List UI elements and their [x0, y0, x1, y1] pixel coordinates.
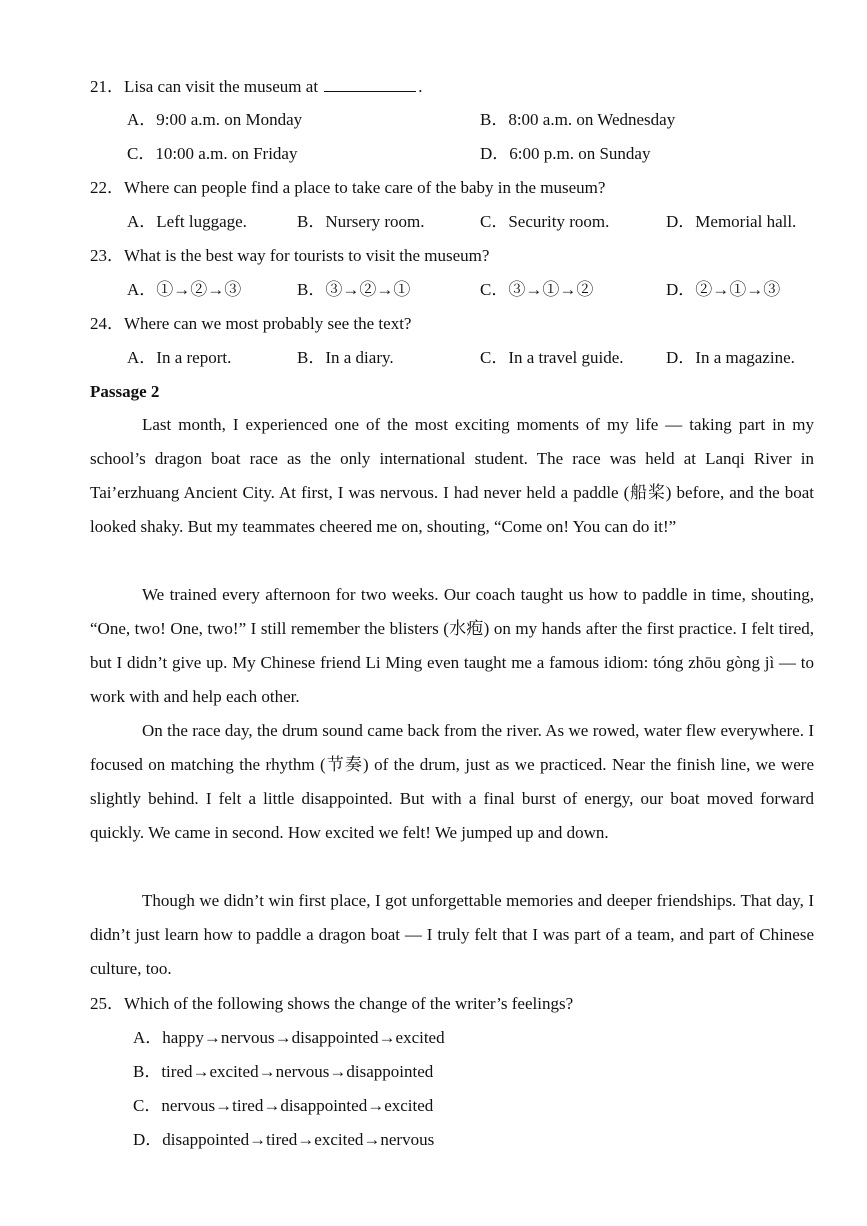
q22-option-d: D．Memorial hall.	[666, 212, 797, 231]
q22-option-b: B．Nursery room.	[297, 212, 425, 231]
q25-option-a: A．happy→nervous→disappointed→excited	[133, 1028, 445, 1047]
passage-paragraph-2: We trained every afternoon for two weeks. Our coach taught us how to paddle in time, shouting, “One, two! One, two!” I still remember the blisters (水疱) on my hands after the first practice. I felt tired, but I didn’t give up. My Chinese friend Li Ming even taught me a famous idiom: tóng zhōu gòng jì — to work with and help each other.	[90, 585, 814, 706]
q24-option-a: A．In a report.	[127, 348, 232, 367]
q24-option-d: D．In a magazine.	[666, 348, 795, 367]
q23-option-d: D．②→①→③	[666, 280, 781, 299]
question-23-stem: 23．What is the best way for tourists to visit the museum?	[90, 246, 490, 265]
passage-paragraph-4: Though we didn’t win first place, I got unforgettable memories and deeper friendships. That day, I didn’t just learn how to paddle a dragon boat — I truly felt that I was part of a team, and part of Chinese culture, too.	[90, 891, 814, 978]
question-21-period: .	[418, 77, 423, 96]
q25-option-d: D．disappointed→tired→excited→nervous	[133, 1130, 435, 1149]
q21-option-a: A．9:00 a.m. on Monday	[127, 110, 303, 129]
q23-option-a: A．①→②→③	[127, 280, 242, 299]
q25-option-b: B．tired→excited→nervous→disappointed	[133, 1062, 434, 1081]
answer-blank	[324, 77, 416, 92]
question-24-stem: 24．Where can we most probably see the text?	[90, 314, 412, 333]
q24-option-c: C．In a travel guide.	[480, 348, 624, 367]
q25-option-c: C．nervous→tired→disappointed→excited	[133, 1096, 434, 1115]
q23-option-b: B．③→②→①	[297, 280, 411, 299]
q22-option-c: C．Security room.	[480, 212, 610, 231]
q22-option-a: A．Left luggage.	[127, 212, 247, 231]
question-22-stem: 22．Where can people find a place to take care of the baby in the museum?	[90, 178, 606, 197]
question-21-stem: 21．Lisa can visit the museum at	[90, 77, 319, 96]
q21-option-b: B．8:00 a.m. on Wednesday	[480, 110, 676, 129]
question-21	[90, 77, 423, 97]
passage-paragraph-1: Last month, I experienced one of the most exciting moments of my life — taking part in my school’s dragon boat race as the only international student. The race was held at Lanqi River in Tai’erzhuang Ancient City. At first, I was nervous. I had never held a paddle (船桨) before, and the boat looked shaky. But my teammates cheered me on, shouting, “Come on! You can do it!”	[90, 415, 814, 536]
q23-option-c: C．③→①→②	[480, 280, 594, 299]
question-25-stem: 25．Which of the following shows the change of the writer’s feelings?	[90, 994, 574, 1013]
q24-option-b: B．In a diary.	[297, 348, 394, 367]
passage-paragraph-3: On the race day, the drum sound came back from the river. As we rowed, water flew everywhere. I focused on matching the rhythm (节奏) of the drum, just as we practiced. Near the finish line, we were slightly behind. I felt a little disappointed. But with a final burst of energy, our boat moved forward quickly. We came in second. How excited we felt! We jumped up and down.	[90, 721, 814, 842]
passage-heading: Passage 2	[90, 382, 160, 401]
q21-option-c: C．10:00 a.m. on Friday	[127, 144, 298, 163]
q21-option-d: D．6:00 p.m. on Sunday	[480, 144, 651, 163]
